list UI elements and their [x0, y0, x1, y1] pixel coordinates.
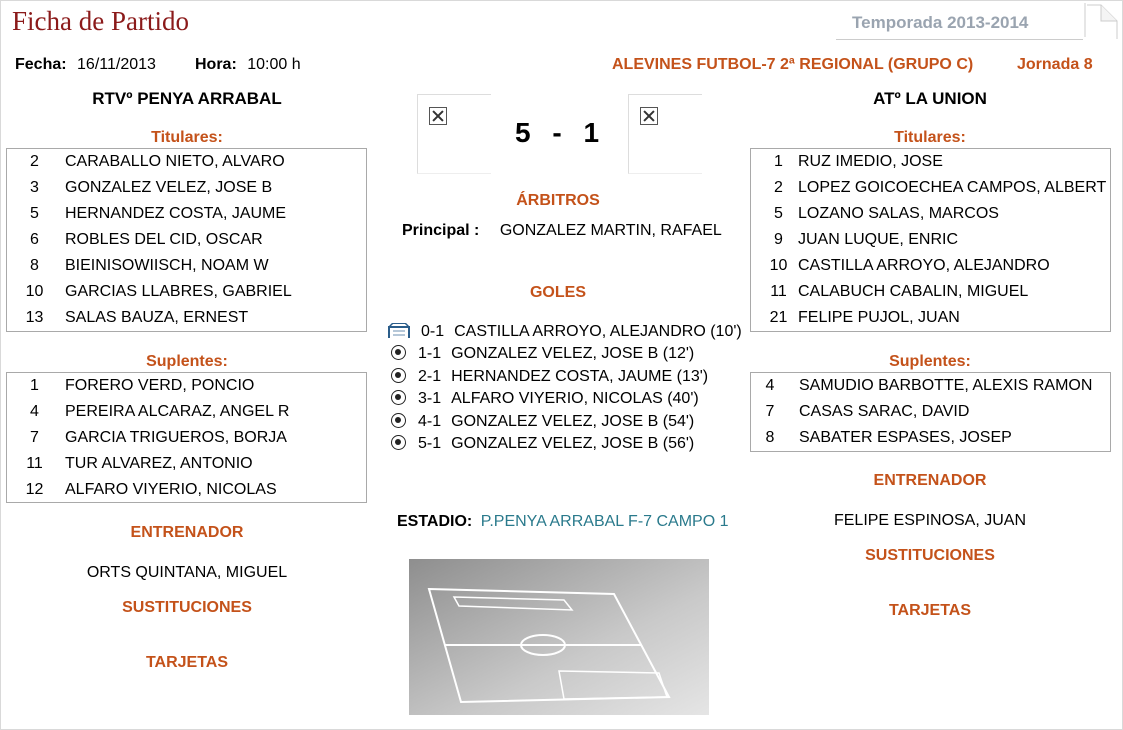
broken-image-icon	[429, 107, 447, 125]
soccer-ball-icon	[391, 368, 406, 383]
score-separator: -	[552, 117, 562, 148]
player-row[interactable]	[751, 149, 943, 175]
home-crest	[417, 94, 491, 174]
player-row[interactable]	[7, 201, 287, 227]
player-name: ROBLES DEL CID, OSCAR	[65, 231, 263, 248]
away-tarjetas-label: TARJETAS	[888, 602, 972, 619]
player-row[interactable]	[751, 227, 959, 253]
arbitros-label: ÁRBITROS	[516, 192, 600, 209]
jornada: Jornada 8	[1017, 56, 1093, 73]
away-titulares-list	[750, 148, 1111, 332]
player-number: 2	[774, 179, 783, 196]
away-titulares-label: Titulares:	[894, 129, 966, 146]
goal-score: 2-1	[418, 367, 442, 385]
player-name: BIEINISOWIISCH, NOAM W	[65, 257, 269, 274]
player-number: 5	[774, 205, 783, 222]
page-fold-icon	[1083, 3, 1119, 39]
referee-principal	[402, 222, 722, 240]
player-name: FORERO VERD, PONCIO	[65, 377, 255, 394]
player-row[interactable]	[7, 305, 249, 331]
away-sustituciones-label: SUSTITUCIONES	[865, 547, 995, 564]
player-name: LOZANO SALAS, MARCOS	[798, 205, 999, 222]
player-name: GARCIAS LLABRES, GABRIEL	[65, 283, 292, 300]
player-number: 10	[769, 257, 788, 274]
home-entrenador: ORTS QUINTANA, MIGUEL	[86, 564, 288, 581]
soccer-ball-icon	[391, 413, 406, 428]
player-row[interactable]	[751, 399, 970, 425]
player-row[interactable]	[751, 175, 1107, 201]
match-time	[195, 56, 301, 74]
player-number: 1	[774, 153, 783, 170]
home-suplentes-list	[6, 372, 367, 503]
player-number: 8	[30, 257, 39, 274]
player-name: CARABALLO NIETO, ALVARO	[65, 153, 285, 170]
player-name: CALABUCH CABALIN, MIGUEL	[798, 283, 1029, 300]
home-sustituciones-label: SUSTITUCIONES	[122, 599, 252, 616]
player-name: PEREIRA ALCARAZ, ANGEL R	[65, 403, 290, 420]
page-title: Ficha de Partido	[12, 6, 189, 36]
player-number: 2	[30, 153, 39, 170]
goal-scorer: GONZALEZ VELEZ, JOSE B (12')	[451, 345, 695, 363]
player-row[interactable]	[7, 175, 273, 201]
goal-scorer: CASTILLA ARROYO, ALEJANDRO (10')	[454, 323, 742, 340]
goal-scorer: GONZALEZ VELEZ, JOSE B (54')	[451, 412, 695, 430]
goles-label: GOLES	[529, 284, 586, 301]
goal-row	[391, 343, 694, 365]
player-number: 4	[30, 403, 39, 420]
player-row[interactable]	[7, 399, 290, 425]
match-date	[15, 56, 156, 74]
principal-label: Principal :	[402, 222, 480, 239]
player-number: 11	[26, 455, 43, 472]
player-number: 8	[765, 429, 775, 446]
player-number: 10	[25, 283, 44, 300]
goal-score: 3-1	[418, 390, 442, 408]
goal-row	[391, 411, 694, 433]
competition-name[interactable]: ALEVINES FUTBOL-7 2ª REGIONAL (GRUPO C)	[612, 56, 974, 73]
player-row[interactable]	[751, 305, 960, 331]
goal-scorer: GONZALEZ VELEZ, JOSE B (56')	[451, 435, 695, 452]
goal-row	[391, 388, 699, 410]
player-row[interactable]	[751, 373, 1093, 399]
player-number: 13	[25, 309, 44, 326]
player-name: HERNANDEZ COSTA, JAUME	[65, 205, 287, 222]
pitch-image	[409, 559, 709, 715]
player-number: 9	[774, 231, 783, 248]
scoreboard	[492, 117, 622, 149]
home-tarjetas-label: TARJETAS	[145, 654, 229, 671]
away-suplentes-list	[750, 372, 1111, 452]
goal-row	[391, 433, 694, 455]
player-row[interactable]	[751, 201, 999, 227]
player-row[interactable]	[7, 425, 287, 451]
stadium-link[interactable]: P.PENYA ARRABAL F-7 CAMPO 1	[480, 513, 729, 530]
away-team-name: ATº LA UNION	[873, 89, 987, 108]
home-entrenador-label: ENTRENADOR	[130, 524, 244, 541]
season-label[interactable]: Temporada 2013-2014	[852, 13, 1029, 32]
player-number: 21	[769, 309, 788, 326]
goal-scorer: HERNANDEZ COSTA, JAUME (13')	[451, 367, 709, 385]
home-suplentes-label: Suplentes:	[146, 353, 228, 370]
home-titulares-label: Titulares:	[151, 129, 223, 146]
player-name: CASAS SARAC, DAVID	[799, 403, 970, 420]
player-row[interactable]	[7, 253, 269, 279]
score-away: 1	[583, 117, 600, 148]
soccer-ball-icon	[391, 390, 406, 405]
home-team-name: RTVº PENYA ARRABAL	[92, 89, 282, 108]
player-name: FELIPE PUJOL, JUAN	[798, 309, 960, 326]
player-name: TUR ALVAREZ, ANTONIO	[65, 455, 253, 472]
away-entrenador: FELIPE ESPINOSA, JUAN	[833, 512, 1027, 529]
player-name: LOPEZ GOICOECHEA CAMPOS, ALBERT	[798, 179, 1107, 196]
player-name: RUZ IMEDIO, JOSE	[798, 153, 943, 170]
player-row[interactable]	[7, 227, 263, 253]
player-number: 7	[765, 403, 775, 420]
away-crest	[628, 94, 702, 174]
hora-label: Hora:	[195, 56, 237, 73]
player-row[interactable]	[751, 279, 1029, 305]
player-number: 1	[30, 377, 39, 394]
player-name: SAMUDIO BARBOTTE, ALEXIS RAMON	[799, 377, 1093, 394]
player-name: GARCIA TRIGUEROS, BORJA	[65, 429, 287, 446]
goal-score: 1-1	[418, 345, 442, 363]
score-home: 5	[514, 117, 531, 148]
goal-scorer: ALFARO VIYERIO, NICOLAS (40')	[451, 390, 699, 408]
soccer-ball-icon	[391, 345, 406, 360]
fecha-value: 16/11/2013	[77, 56, 156, 73]
soccer-ball-icon	[391, 435, 406, 450]
player-number: 3	[30, 179, 39, 196]
player-row[interactable]	[7, 279, 292, 305]
player-name: JUAN LUQUE, ENRIC	[798, 231, 959, 248]
goal-row	[391, 366, 708, 388]
goal-row	[391, 321, 742, 343]
player-row[interactable]	[7, 373, 255, 399]
estadio-label: ESTADIO:	[397, 513, 473, 530]
stadium	[397, 513, 729, 531]
goal-score: 4-1	[418, 412, 442, 430]
player-name: CASTILLA ARROYO, ALEJANDRO	[798, 257, 1050, 274]
goal-score: 0-1	[421, 323, 445, 340]
fecha-label: Fecha:	[15, 56, 67, 73]
player-row[interactable]	[7, 451, 253, 477]
player-name: SALAS BAUZA, ERNEST	[65, 309, 249, 326]
player-number: 12	[25, 481, 44, 498]
away-suplentes-label: Suplentes:	[889, 353, 971, 370]
away-entrenador-label: ENTRENADOR	[873, 472, 987, 489]
player-name: ALFARO VIYERIO, NICOLAS	[65, 481, 277, 498]
player-number: 4	[765, 377, 775, 394]
player-row[interactable]	[751, 425, 1012, 451]
goal-net-icon	[387, 323, 411, 339]
player-name: SABATER ESPASES, JOSEP	[799, 429, 1012, 446]
player-row[interactable]	[7, 477, 277, 503]
player-row[interactable]	[7, 149, 285, 175]
hora-value: 10:00 h	[247, 56, 301, 73]
broken-image-icon	[640, 107, 658, 125]
principal-name: GONZALEZ MARTIN, RAFAEL	[499, 222, 722, 239]
player-number: 6	[30, 231, 39, 248]
player-number: 5	[30, 205, 39, 222]
player-name: GONZALEZ VELEZ, JOSE B	[65, 179, 273, 196]
player-number: 11	[770, 283, 787, 300]
player-row[interactable]	[751, 253, 1050, 279]
goal-score: 5-1	[418, 435, 442, 452]
player-number: 7	[30, 429, 39, 446]
home-titulares-list	[6, 148, 367, 332]
